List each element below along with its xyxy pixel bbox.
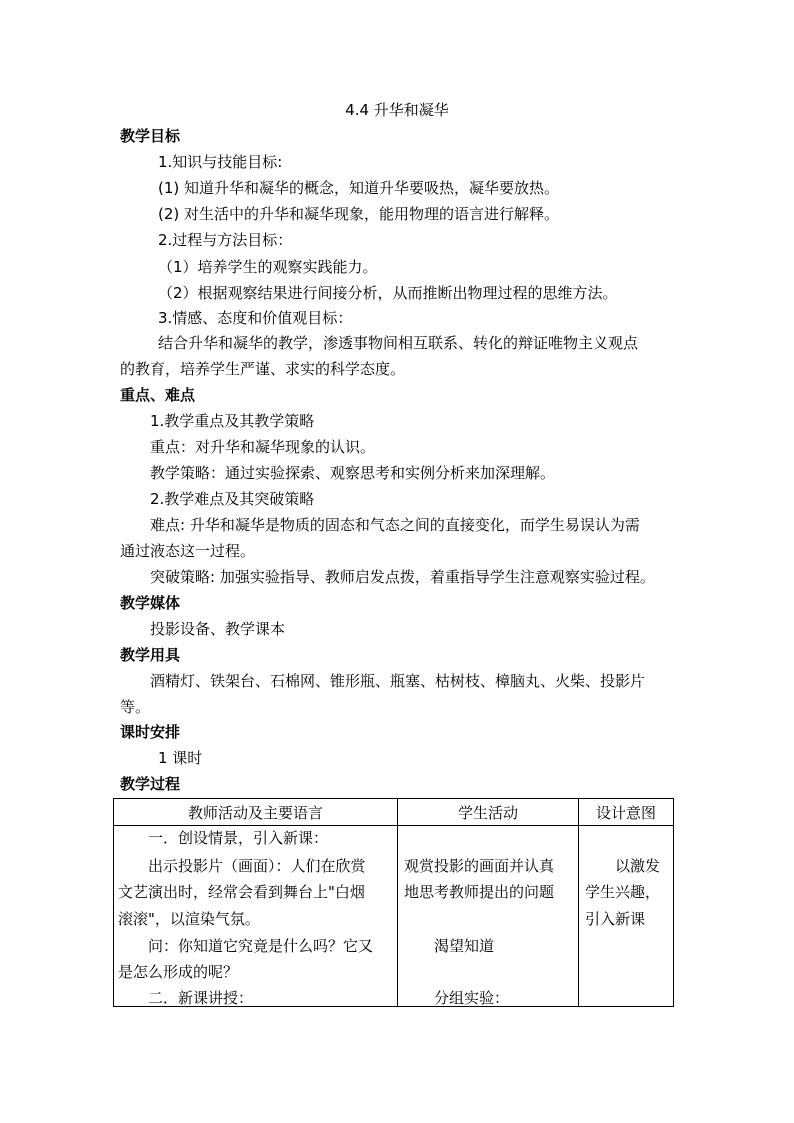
objective-paragraph-line: 结合升华和凝华的教学，渗透事物间相互联系、转化的辩证唯物主义观点 xyxy=(158,334,639,352)
process-table xyxy=(113,798,674,1007)
design-line: 学生兴趣， xyxy=(585,883,661,901)
key-point-line: 1.教学重点及其教学策略 xyxy=(150,412,315,430)
table-header-row xyxy=(114,799,674,826)
key-point-line: 突破策略: 加强实验指导、教师启发点拨，着重指导学生注意观察实验过程。 xyxy=(150,568,655,586)
student-line: 观赏投影的画面并认真 xyxy=(404,857,555,875)
section-heading-schedule: 课时安排 xyxy=(120,723,181,741)
schedule-text: 1 课时 xyxy=(158,749,203,767)
section-heading-key-points: 重点、难点 xyxy=(120,386,196,404)
design-intent-cell xyxy=(579,826,674,1007)
key-point-line: 通过液态这一过程。 xyxy=(120,542,256,560)
tools-line: 等。 xyxy=(120,698,151,716)
student-line: 地思考教师提出的问题 xyxy=(404,883,555,901)
design-line: 引入新课 xyxy=(585,910,646,928)
student-line: 渴望知道 xyxy=(434,937,495,955)
student-activity-cell xyxy=(398,826,579,1007)
objective-line: （2）根据观察结果进行间接分析，从而推断出物理过程的思维方法。 xyxy=(158,284,618,302)
tools-line: 酒精灯、铁架台、石棉网、锥形瓶、瓶塞、枯树枝、樟脑丸、火柴、投影片 xyxy=(150,672,646,690)
teacher-line: 二．新课讲授： xyxy=(148,989,254,1007)
teacher-activity-cell xyxy=(114,826,398,1007)
objective-line: 1.知识与技能目标: xyxy=(158,153,283,171)
key-point-line: 难点: 升华和凝华是物质的固态和气态之间的直接变化，而学生易误认为需 xyxy=(150,516,640,534)
table-header-student: 学生活动 xyxy=(398,799,579,826)
table-header-teacher: 教师活动及主要语言 xyxy=(114,799,398,826)
objective-paragraph-line: 的教育，培养学生严谨、求实的科学态度。 xyxy=(120,360,406,378)
objective-line: （1）培养学生的观察实践能力。 xyxy=(158,258,378,276)
table-row xyxy=(114,826,674,1007)
student-line: 分组实验： xyxy=(434,989,510,1007)
objective-line: (2) 对生活中的升华和凝华现象，能用物理的语言进行解释。 xyxy=(158,205,560,223)
teacher-line: 出示投影片（画面）：人们在欣赏 xyxy=(148,857,366,875)
objective-line: 3.情感、态度和价值观目标： xyxy=(158,309,353,327)
teacher-line: 一．创设情景，引入新课： xyxy=(148,829,329,847)
document-title: 4.4 升华和凝华 xyxy=(345,101,449,119)
section-heading-media: 教学媒体 xyxy=(120,594,181,612)
key-point-line: 2.教学难点及其突破策略 xyxy=(150,490,315,508)
section-heading-tools: 教学用具 xyxy=(120,646,181,664)
table-header-design: 设计意图 xyxy=(579,799,674,826)
key-point-line: 重点：对升华和凝华现象的认识。 xyxy=(150,438,376,456)
teacher-line: 滚滚"，以渲染气氛。 xyxy=(118,910,260,928)
teacher-line: 是怎么形成的呢？ xyxy=(118,963,239,981)
section-heading-objectives: 教学目标 xyxy=(120,127,181,145)
objective-line: (1) 知道升华和凝华的概念，知道升华要吸热，凝华要放热。 xyxy=(158,179,560,197)
teacher-line: 文艺演出时，经常会看到舞台上"白烟 xyxy=(118,883,365,901)
section-heading-process: 教学过程 xyxy=(120,775,181,793)
key-point-line: 教学策略：通过实验探索、观察思考和实例分析来加深理解。 xyxy=(150,464,556,482)
teacher-line: 问：你知道它究竟是什么吗？它又 xyxy=(148,937,374,955)
objective-line: 2.过程与方法目标： xyxy=(158,231,293,249)
design-line: 以激发 xyxy=(615,857,661,875)
media-text: 投影设备、教学课本 xyxy=(150,620,286,638)
